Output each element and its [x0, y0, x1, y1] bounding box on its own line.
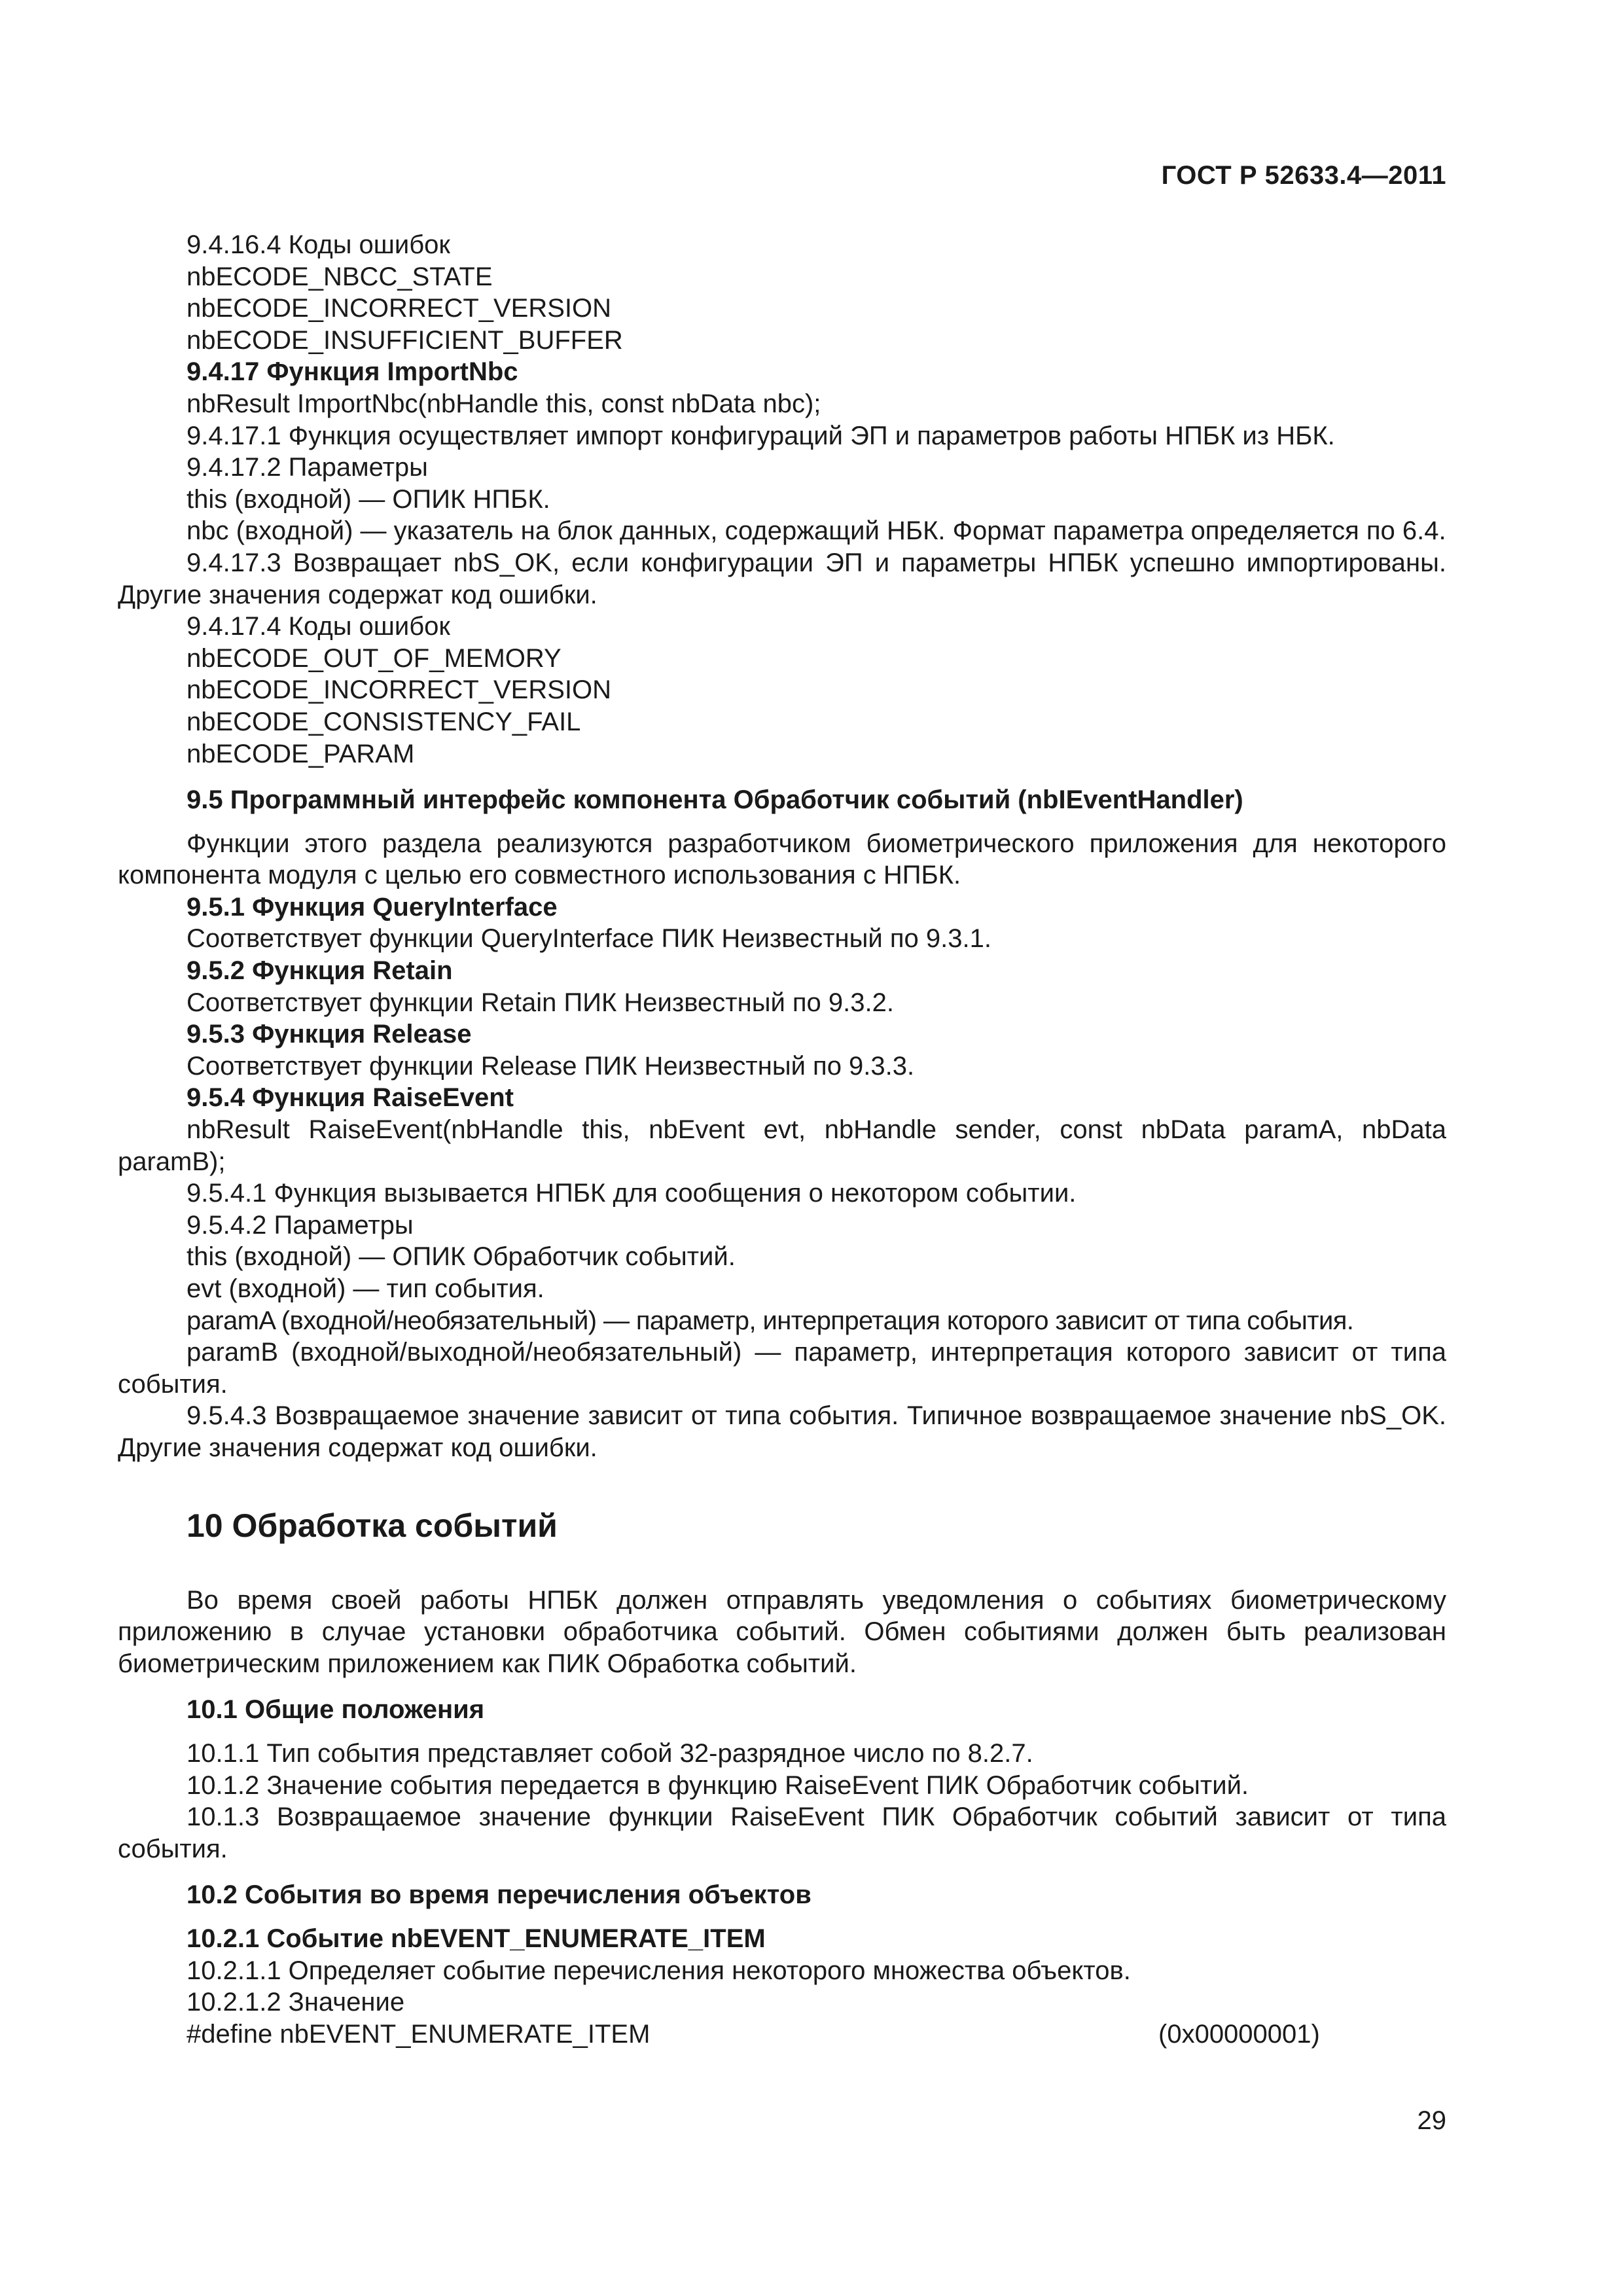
subsection-heading: 9.5.1 Функция QueryInterface [187, 892, 558, 922]
paragraph: evt (входной) — тип события. [187, 1274, 544, 1303]
page-number: 29 [1417, 2106, 1446, 2135]
section-heading: 9.5 Программный интерфейс компонента Обработчик событий (nbIEventHandler) [187, 785, 1243, 815]
function-signature: nbResult ImportNbc(nbHandle this, const nbData nbc); [187, 389, 821, 418]
function-signature: nbResult RaiseEvent(nbHandle this, nbEvent evt, nbHandle sender, const nbData paramA, nbData paramB); [118, 1115, 1446, 1176]
paragraph: Соответствует функции Release ПИК Неизвестный по 9.3.3. [187, 1051, 915, 1081]
subsection-heading: 9.5.4 Функция RaiseEvent [187, 1083, 514, 1113]
subsection-heading: 9.5.2 Функция Retain [187, 956, 453, 986]
paragraph: 10.1.2 Значение события передается в функцию RaiseEvent ПИК Обработчик событий. [187, 1770, 1249, 1800]
paragraph: 9.4.17.2 Параметры [187, 453, 428, 482]
error-code: nbECODE_INCORRECT_VERSION [187, 675, 612, 705]
paragraph: this (входной) — ОПИК НПБК. [187, 484, 550, 514]
paragraph: this (входной) — ОПИК Обработчик событий. [187, 1242, 736, 1272]
paragraph: 9.5.4.2 Параметры [187, 1210, 414, 1240]
define-value: (0x00000001) [1158, 2019, 1320, 2049]
paragraph: Соответствует функции QueryInterface ПИК Неизвестный по 9.3.1. [187, 924, 991, 954]
error-code: nbECODE_INSUFFICIENT_BUFFER [187, 325, 623, 355]
subsection-heading: 10.2.1 Событие nbEVENT_ENUMERATE_ITEM [187, 1924, 766, 1953]
paragraph: Во время своей работы НПБК должен отправлять уведомления о событиях биометрическому приложению в случае установки обработчика событий. Обмен событиями должен быть реализован биометрическим приложением как ПИК Обработка событий. [118, 1585, 1446, 1678]
error-code: nbECODE_INCORRECT_VERSION [187, 294, 612, 323]
paragraph: 9.4.17.1 Функция осуществляет импорт конфигураций ЭП и параметров работы НПБК из НБК. [187, 421, 1335, 450]
subsection-heading: 10.2 События во время перечисления объектов [187, 1880, 812, 1910]
paragraph: 9.4.17.4 Коды ошибок [187, 612, 450, 641]
paragraph: paramB (входной/выходной/необязательный) — параметр, интерпретация которого зависит от типа события. [118, 1338, 1446, 1399]
document-body [118, 229, 1446, 2050]
paragraph: 9.5.4.1 Функция вызывается НПБК для сообщения о некотором событии. [187, 1179, 1077, 1208]
paragraph: 9.4.17.3 Возвращает nbS_OK, если конфигурации ЭП и параметры НПБК успешно импортированы. Другие значения содержат код ошибки. [118, 548, 1446, 609]
error-code: nbECODE_CONSISTENCY_FAIL [187, 707, 581, 736]
paragraph: Соответствует функции Retain ПИК Неизвестный по 9.3.2. [187, 988, 894, 1017]
paragraph: 10.1.1 Тип события представляет собой 32-разрядное число по 8.2.7. [187, 1738, 1033, 1768]
error-code: nbECODE_NBCC_STATE [187, 262, 493, 291]
subsection-heading: 10.1 Общие положения [187, 1695, 485, 1725]
document-header: ГОСТ Р 52633.4—2011 [1161, 161, 1446, 190]
subsection-heading: 9.5.3 Функция Release [187, 1020, 472, 1049]
define-name: #define nbEVENT_ENUMERATE_ITEM [187, 2019, 651, 2049]
paragraph: 9.4.16.4 Коды ошибок [187, 230, 450, 259]
paragraph: Функции этого раздела реализуются разработчиком биометрического приложения для некоторого компонента модуля с целью его совместного использования с НПБК. [118, 829, 1446, 890]
error-code: nbECODE_OUT_OF_MEMORY [187, 643, 562, 673]
error-code: nbECODE_PARAM [187, 739, 415, 768]
paragraph: nbc (входной) — указатель на блок данных, содержащий НБК. Формат параметра определяется по 6.4. [187, 516, 1446, 546]
paragraph: 10.2.1.2 Значение [187, 1988, 405, 2017]
paragraph: paramA (входной/необязательный) — параметр, интерпретация которого зависит от типа события. [187, 1306, 1354, 1335]
paragraph: 10.1.3 Возвращаемое значение функции RaiseEvent ПИК Обработчик событий зависит от типа события. [118, 1803, 1446, 1863]
define-line [118, 2018, 1446, 2051]
subsection-heading: 9.4.17 Функция ImportNbc [187, 357, 518, 387]
paragraph: 9.5.4.3 Возвращаемое значение зависит от типа события. Типичное возвращаемое значение nbS_OK. Другие значения содержат код ошибки. [118, 1401, 1446, 1462]
section-title: 10 Обработка событий [187, 1507, 558, 1544]
paragraph: 10.2.1.1 Определяет событие перечисления некоторого множества объектов. [187, 1956, 1131, 1985]
